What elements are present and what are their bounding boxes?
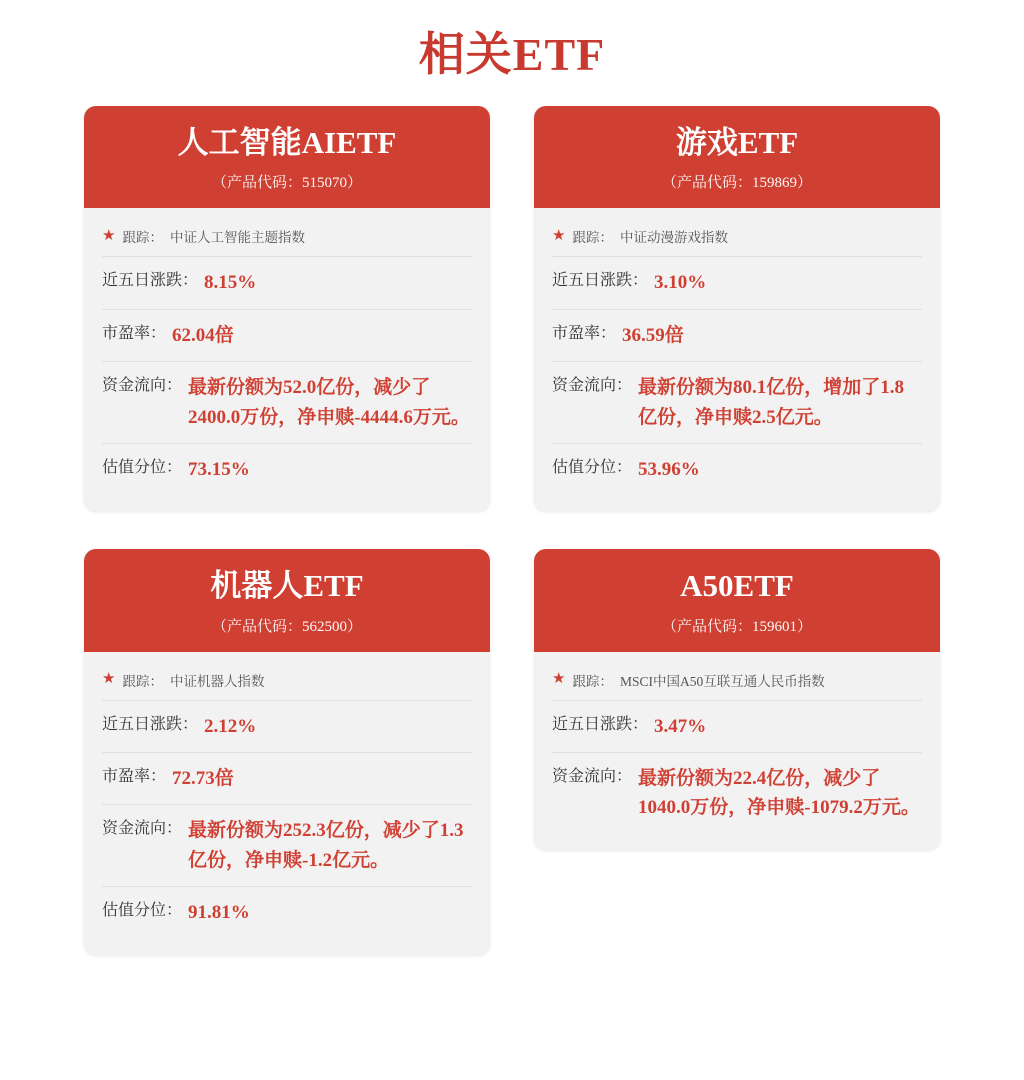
etf-card[interactable] [84,549,490,954]
etf-pe-row [102,310,472,362]
etf-card[interactable] [534,106,940,511]
etf-five-day-value: 8.15% [204,272,257,294]
etf-flow-value: 最新份额为252.3亿份，减少了1.3亿份，净申赎-1.2亿元。 [188,820,464,871]
etf-five-day-label: 近五日涨跌： [102,272,199,290]
etf-five-day-label: 近五日涨跌： [552,715,649,733]
etf-valuation-row [102,887,472,938]
etf-code: （产品代码：159869） [661,175,812,192]
etf-code: （产品代码：515070） [211,175,362,192]
etf-track-label: 跟踪： [572,673,613,689]
etf-card[interactable] [534,549,940,850]
etf-valuation-value: 53.96% [638,458,700,480]
etf-card-body [534,652,940,850]
etf-flow-label: 资金流向： [102,377,183,395]
etf-flow-label: 资金流向： [102,820,183,838]
etf-name: 机器人ETF [210,568,364,604]
etf-code: （产品代码：159601） [661,618,812,635]
etf-five-day-row [552,701,922,753]
etf-pe-row [102,753,472,805]
etf-five-day-value: 3.10% [654,272,707,294]
etf-card-body [84,208,490,511]
etf-flow-row [102,805,472,887]
etf-track-row [552,666,922,701]
etf-five-day-value: 3.47% [654,715,707,737]
etf-flow-row [552,362,922,444]
etf-track-value: 中证人工智能主题指数 [169,230,305,246]
etf-flow-value: 最新份额为52.0亿份，减少了2400.0万份，净申赎-4444.6万元。 [188,377,470,428]
etf-track-value: MSCI中国A50互联互通人民币指数 [619,673,825,689]
etf-five-day-label: 近五日涨跌： [552,272,649,290]
etf-flow-label: 资金流向： [552,768,633,785]
etf-card-header [84,549,490,651]
etf-card-grid [0,106,1024,955]
etf-name: 人工智能AIETF [177,125,397,160]
etf-valuation-label: 估值分位： [102,902,183,920]
etf-five-day-value: 2.12% [204,715,257,737]
etf-card-body [84,652,490,955]
etf-card-body [534,208,940,511]
etf-pe-value: 72.73倍 [172,768,234,789]
etf-code: （产品代码：562500） [211,618,362,635]
star-icon: ★ [102,671,116,688]
etf-pe-value: 62.04倍 [172,324,234,346]
etf-valuation-value: 91.81% [188,902,250,924]
etf-track-value: 中证动漫游戏指数 [619,230,728,246]
etf-flow-row [552,753,922,834]
etf-track-label: 跟踪： [122,673,163,689]
etf-five-day-label: 近五日涨跌： [102,715,199,733]
etf-valuation-label: 估值分位： [102,458,183,476]
etf-valuation-value: 73.15% [188,458,250,480]
etf-valuation-label: 估值分位： [552,458,633,476]
etf-card-header [84,106,490,208]
star-icon: ★ [552,671,566,688]
etf-pe-value: 36.59倍 [622,324,684,346]
star-icon: ★ [552,227,566,244]
etf-pe-label: 市盈率： [102,768,167,785]
etf-card-header [534,106,940,208]
etf-pe-label: 市盈率： [102,324,167,342]
etf-card[interactable] [84,106,490,511]
etf-track-row [552,222,922,257]
etf-pe-label: 市盈率： [552,324,617,342]
etf-track-value: 中证机器人指数 [169,673,265,689]
etf-valuation-row [552,444,922,495]
etf-flow-value: 最新份额为22.4亿份，减少了1040.0万份，净申赎-1079.2万元。 [638,768,920,819]
etf-name: A50ETF [680,568,794,604]
etf-valuation-row [102,444,472,495]
etf-track-label: 跟踪： [572,230,613,246]
etf-track-row [102,222,472,257]
etf-track-row [102,666,472,701]
page-title: 相关ETF [418,29,606,80]
etf-flow-row [102,362,472,444]
etf-name: 游戏ETF [675,125,799,160]
star-icon: ★ [102,227,116,244]
etf-card-header [534,549,940,651]
etf-five-day-row [102,701,472,753]
etf-five-day-row [552,257,922,309]
etf-flow-value: 最新份额为80.1亿份，增加了1.8亿份，净申赎2.5亿元。 [638,377,905,428]
etf-pe-row [552,310,922,362]
etf-track-label: 跟踪： [122,230,163,246]
etf-flow-label: 资金流向： [552,377,633,395]
etf-five-day-row [102,257,472,309]
